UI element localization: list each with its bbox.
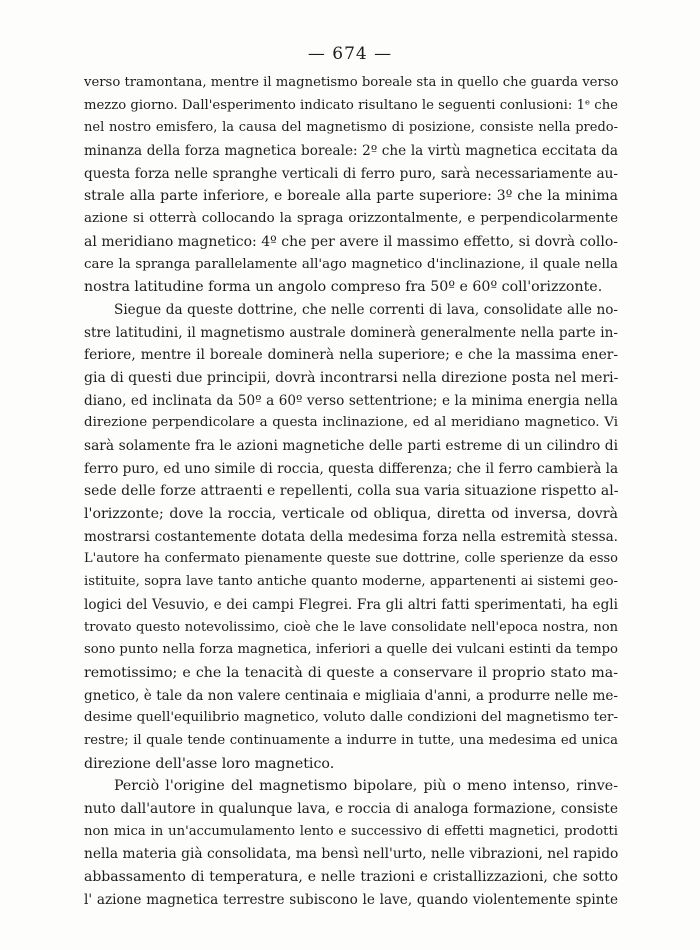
text-line: sede delle forze attraenti e repellenti, colla sua varia situazione rispetto al- (84, 483, 618, 500)
text-line: strale alla parte inferiore, e boreale alla parte superiore: 3º che la minima (84, 188, 618, 205)
text-body (84, 72, 618, 911)
text-line: gia di questi due principii, dovrà incontrarsi nella direzione posta nel meri- (84, 369, 618, 386)
text-line: ferro puro, ed uno simile di roccia, questa differenza; che il ferro cambierà la (84, 460, 618, 477)
text-line: nel nostro emisfero, la causa del magnetismo di posizione, consiste nella predo- (84, 120, 618, 136)
text-line: nuto dall'autore in qualunque lava, e roccia di analoga formazione, consiste (84, 801, 618, 817)
text-line: sarà solamente fra le azioni magnetiche delle parti estreme di un cilindro di (84, 438, 618, 454)
text-line: restre; il quale tende continuamente a indurre in tutte, una medesima ed unica (84, 732, 618, 748)
text-line: mezzo giorno. Dall'esperimento indicato risultano le seguenti conlusioni: 1ᵉ che (84, 97, 618, 113)
text-line: nostra latitudine forma un angolo compreso fra 50º e 60º coll'orizzonte. (84, 279, 603, 296)
text-line: azione si otterrà collocando la spraga orizzontalmente, e perpendicolarmente (84, 211, 618, 227)
text-line: mostrarsi costantemente dotata della medesima forza nella estremità stessa. (84, 528, 618, 545)
text-line: minanza della forza magnetica boreale: 2º che la virtù magnetica eccitata da (84, 143, 618, 160)
page-number: — 674 — (307, 44, 393, 64)
text-line: remotissimo; e che la tenacità di queste a conservare il proprio stato ma- (84, 664, 618, 681)
text-line: desime quell'equilibrio magnetico, voluto dalle condizioni del magnetismo ter- (84, 710, 618, 726)
text-line: questa forza nelle spranghe verticali di ferro puro, sarà necessariamente au- (84, 165, 618, 182)
text-line: l' azione magnetica terrestre subiscono le lave, quando violentemente spinte (84, 891, 618, 908)
text-line: Siegue da queste dottrine, che nelle correnti di lava, consolidate alle no- (114, 301, 618, 318)
text-line: logici del Vesuvio, e dei campi Flegrei. Fra gli altri fatti sperimentati, ha egli (84, 596, 618, 613)
text-line: non mica in un'accumulamento lento e successivo di effetti magnetici, prodotti (84, 823, 618, 839)
text-line: feriore, mentre il boreale dominerà nella superiore; e che la massima ener- (84, 347, 618, 364)
text-line: care la spranga parallelamente all'ago magnetico d'inclinazione, il quale nella (84, 256, 618, 272)
text-line: Perciò l'origine del magnetismo bipolare, più o meno intenso, rinve- (114, 778, 618, 795)
text-line: diano, ed inclinata da 50º a 60º verso settentrione; e la minima energia nella (84, 392, 618, 409)
text-line: L'autore ha confermato pienamente queste sue dottrine, colle sperienze da esso (84, 551, 618, 567)
text-line: gnetico, è tale da non valere centinaia e migliaia d'anni, a produrre nelle me- (84, 687, 618, 704)
text-line: direzione dell'asse loro magnetico. (84, 755, 335, 772)
text-line: al meridiano magnetico: 4º che per avere il massimo effetto, si dovrà collo- (84, 233, 618, 250)
text-line: abbassamento di temperatura, e nelle trazioni e cristallizzazioni, che sotto (84, 869, 618, 886)
text-line: l'orizzonte; dove la roccia, verticale od obliqua, diretta od inversa, dovrà (84, 506, 618, 523)
text-line: sono punto nella forza magnetica, inferiori a quelle dei vulcani estinti da tempo (84, 642, 618, 658)
text-line: verso tramontana, mentre il magnetismo boreale sta in quello che guarda verso (84, 75, 618, 90)
text-line: direzione perpendicolare a questa inclinazione, ed al meridiano magnetico. Vi (84, 415, 618, 431)
text-line: trovato questo notevolissimo, cioè che le lave consolidate nell'epoca nostra, non (84, 619, 618, 635)
text-line: stre latitudini, il magnetismo australe dominerà generalmente nella parte in- (84, 324, 618, 341)
text-line: istituite, sopra lave tanto antiche quanto moderne, appartenenti ai sistemi geo- (84, 574, 618, 590)
text-line: nella materia già consolidata, ma bensì nell'urto, nelle vibrazioni, nel rapido (84, 846, 618, 863)
